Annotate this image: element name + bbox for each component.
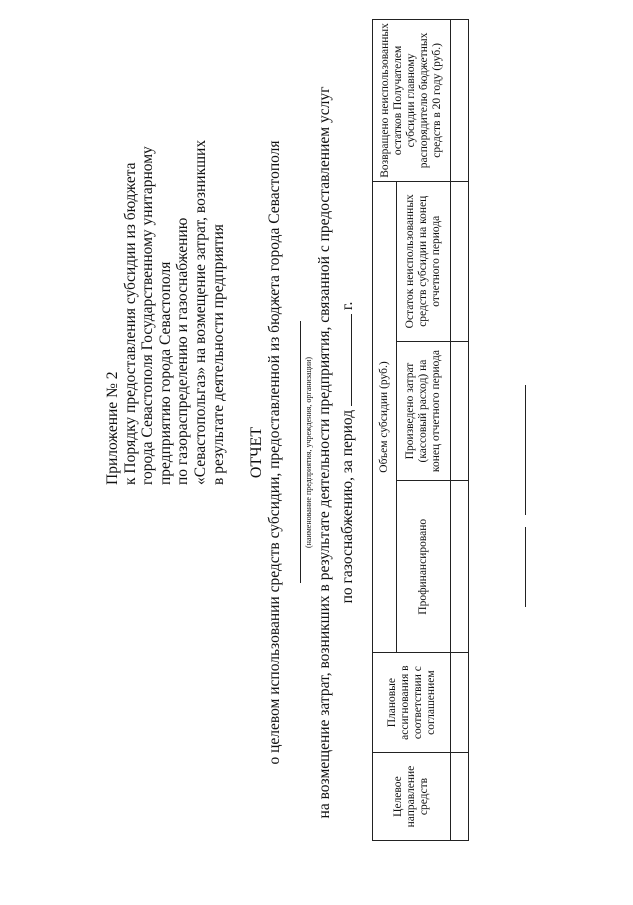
subsidy-report-table bbox=[372, 19, 469, 841]
report-title: ОТЧЕТ bbox=[248, 426, 265, 479]
table-cell bbox=[451, 181, 469, 341]
year-suffix: г. bbox=[339, 301, 356, 311]
report-description-line2 bbox=[338, 0, 357, 905]
organization-caption: (наименование предприятия, учреждения, организации) bbox=[304, 356, 313, 549]
header-subsidy-volume: Объем субсидии (руб.) bbox=[373, 181, 397, 652]
appendix-line: Приложение № 2 bbox=[104, 371, 121, 485]
organization-name-line bbox=[300, 321, 301, 583]
appendix-block bbox=[104, 5, 227, 485]
appendix-line: города Севастополя Государственному унитарному bbox=[139, 146, 157, 485]
header-spent: Произведено затрат (кассовый расход) на конец отчетного периода bbox=[397, 341, 451, 481]
header-remaining: Остаток неиспользованных средств субсидии на конец отчетного периода bbox=[397, 181, 451, 341]
appendix-line: предприятию города Севастополя bbox=[156, 261, 174, 485]
signature-line-left bbox=[525, 527, 526, 607]
appendix-line: по газораспределению и газоснабжению bbox=[174, 217, 192, 485]
appendix-line: к Порядку предоставления субсидии из бюджета bbox=[121, 162, 139, 485]
period-label: по газоснабжению, за период bbox=[339, 409, 356, 604]
table-cell bbox=[451, 341, 469, 481]
report-subtitle: о целевом использовании средств субсидии, предоставленной из бюджета города Севастополя bbox=[266, 140, 283, 765]
table-cell bbox=[451, 481, 469, 653]
table-cell bbox=[451, 653, 469, 753]
header-planned: Плановые ассигнования в соответствии с соглашением bbox=[373, 653, 451, 753]
header-purpose: Целевое направление средств bbox=[373, 753, 451, 841]
period-blank bbox=[338, 314, 352, 406]
header-financed: Профинансировано bbox=[397, 481, 451, 653]
appendix-line: «Севастопольгаз» на возмещение затрат, возникших bbox=[191, 139, 209, 485]
appendix-line: в результате деятельности предприятия bbox=[209, 224, 227, 485]
signature-line-right bbox=[525, 385, 526, 515]
header-returned: Возвращено неиспользованных остатков Получателем субсидии главному распорядителю бюджетных средств в 20 году (руб.) bbox=[373, 20, 451, 182]
table-cell bbox=[451, 753, 469, 841]
table-cell bbox=[451, 20, 469, 182]
report-description-line1: на возмещение затрат, возникших в результате деятельности предприятия, связанной с предоставлением услуг bbox=[316, 86, 333, 819]
